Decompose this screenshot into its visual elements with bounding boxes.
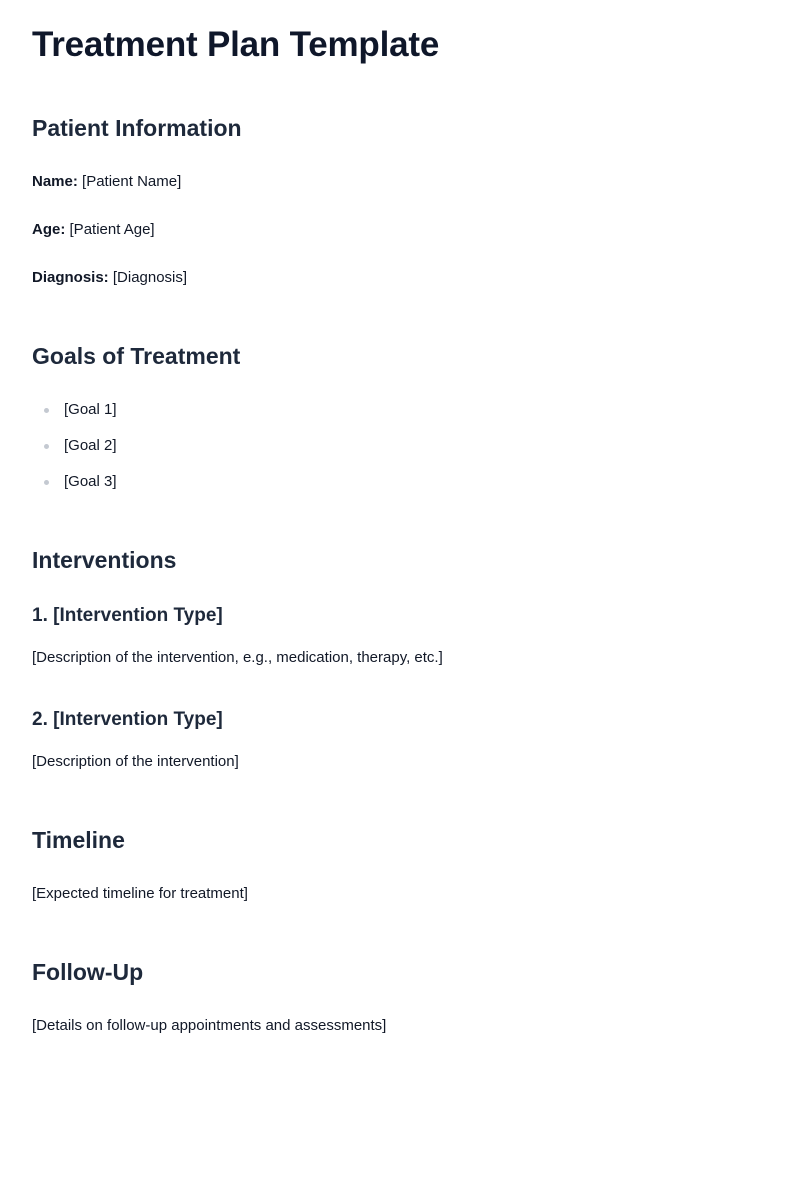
interventions-heading: Interventions	[32, 547, 177, 573]
patient-age-label: Age:	[32, 221, 66, 238]
follow-up-text: [Details on follow-up appointments and assessments]	[32, 1017, 387, 1034]
bullet-icon	[44, 444, 49, 449]
patient-diagnosis-label: Diagnosis:	[32, 269, 109, 286]
timeline-heading: Timeline	[32, 827, 125, 853]
patient-name-row	[32, 171, 181, 193]
timeline-text: [Expected timeline for treatment]	[32, 885, 248, 902]
bullet-icon	[44, 408, 49, 413]
follow-up-heading: Follow-Up	[32, 959, 144, 985]
goal-text: [Goal 3]	[64, 473, 117, 490]
patient-age-row	[32, 219, 155, 241]
patient-diagnosis-value: [Diagnosis]	[112, 269, 188, 286]
patient-age-value: [Patient Age]	[69, 221, 155, 238]
goal-text: [Goal 2]	[64, 437, 117, 454]
patient-information-heading: Patient Information	[32, 115, 242, 141]
intervention-1-description: [Description of the intervention, e.g., medication, therapy, etc.]	[32, 649, 443, 666]
patient-name-label: Name:	[32, 173, 78, 190]
patient-diagnosis-row	[32, 267, 187, 289]
goals-heading: Goals of Treatment	[32, 343, 241, 369]
bullet-icon	[44, 480, 49, 485]
intervention-1-title: 1. [Intervention Type]	[32, 605, 223, 626]
intervention-2-description: [Description of the intervention]	[32, 753, 239, 770]
page-title: Treatment Plan Template	[32, 25, 440, 64]
patient-name-value: [Patient Name]	[82, 173, 182, 190]
intervention-2-title: 2. [Intervention Type]	[32, 709, 223, 730]
goal-text: [Goal 1]	[64, 401, 117, 418]
